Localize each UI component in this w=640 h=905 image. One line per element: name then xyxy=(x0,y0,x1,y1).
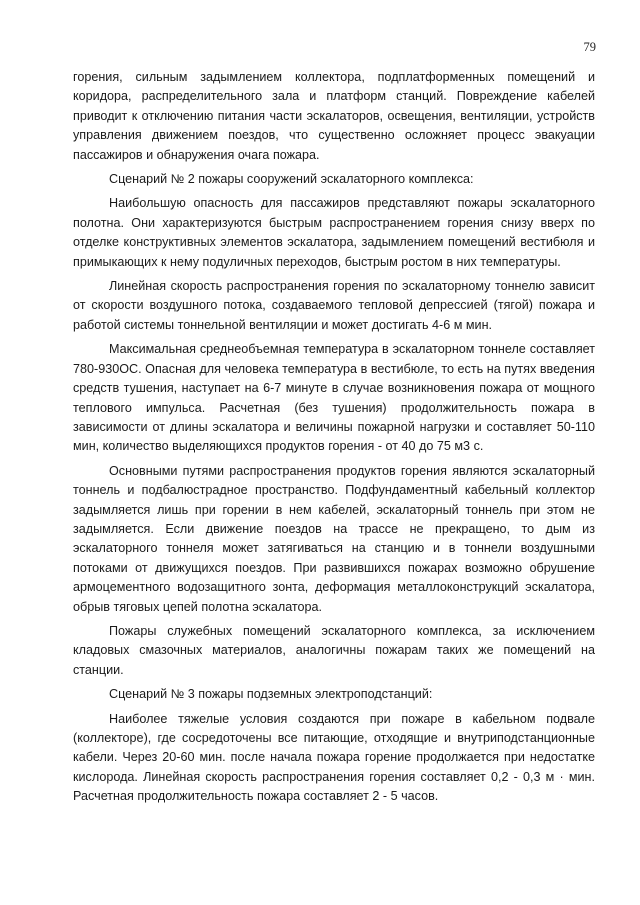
page-number: 79 xyxy=(583,40,596,54)
paragraph-escalator-danger: Наибольшую опасность для пассажиров представляют пожары эскалаторного полотна. Они характеризуются быстрым распространением горения снизу вверх по отделке конструктивных элементов эскалатора, задымлением помещений вестибюля и примыкающих к нему подуличных переходов, быстрым ростом в них температуры. xyxy=(73,196,595,269)
paragraph-smoke-paths: Основными путями распространения продуктов горения являются эскалаторный тоннель и подбалюстрадное пространство. Подфундаментный кабельный коллектор задымляется лишь при горении в нем кабелей, эскалаторный тоннель при этом не задымляется. Если движение поездов на трассе не прекращено, то дым из эскалаторного тоннеля может затягиваться на станцию и в тоннели воздушными потоками от движущихся поездов. При развившихся пожарах возможно обрушение армоцементного водозащитного зонта, деформация металлоконструкций эскалатора, обрыв тяговых цепей полотна эскалатора. xyxy=(73,463,595,614)
paragraph-cable-basement: Наиболее тяжелые условия создаются при пожаре в кабельном подвале (коллекторе), где сосредоточены все питающие, отходящие и внутриподстанционные кабели. Через 20-60 мин. после начала пожара горение продолжается при недостатке кислорода. Линейная скорость распространения горения составляет 0,2 - 0,3 м · мин. Расчетная продолжительность пожара составляет 2 - 5 часов. xyxy=(73,711,595,804)
paragraph-max-temperature: Максимальная среднеобъемная температура в эскалаторном тоннеле составляет 780-930ОС. Опасная для человека температура в вестибюле, то есть на путях введения средств тушения, наступает на 6-7 минуте в случае возникновения пожара от мощного теплового импульса. Расчетная (без тушения) продолжительность пожара в зависимости от длины эскалатора и величины пожарной нагрузки и составляет 50-110 мин, количество выделяющихся продуктов горения - от 40 до 75 м3 с. xyxy=(73,342,595,454)
paragraph-service-rooms: Пожары служебных помещений эскалаторного комплекса, за исключением кладовых смазочных материалов, аналогичны пожарам таких же помещений на станции. xyxy=(73,623,595,677)
scenario-3-heading: Сценарий № 3 пожары подземных электроподстанций: xyxy=(109,687,433,702)
paragraph-continuation: горения, сильным задымлением коллектора, подплатформенных помещений и коридора, распределительного зала и платформ станций. Повреждение кабелей приводит к отключению питания части эскалаторов, освещения, вентиляции, устройств управления движением поездов, что существенно осложняет процесс эвакуации пассажиров и обнаружения очага пожара. xyxy=(73,70,595,162)
paragraph-linear-speed: Линейная скорость распространения горения по эскалаторному тоннелю зависит от скорости воздушного потока, создаваемого тепловой депрессией (тягой) пожара и работой системы тоннельной вентиляции и может достигать 4-6 м мин. xyxy=(73,279,595,332)
document-body xyxy=(73,68,595,812)
scenario-2-heading: Сценарий № 2 пожары сооружений эскалаторного комплекса: xyxy=(109,172,474,187)
